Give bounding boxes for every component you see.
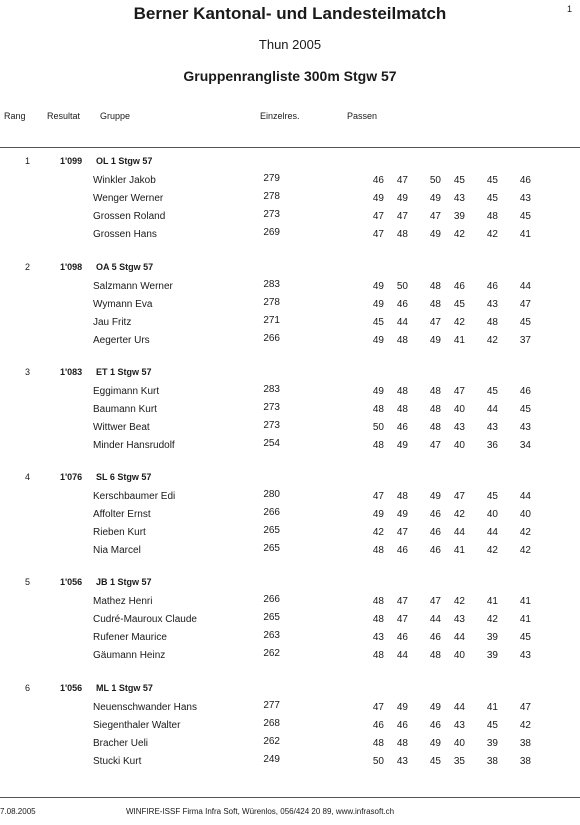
passe-score: 42: [519, 720, 531, 731]
passe-score: 45: [372, 317, 384, 328]
passe-score: 47: [396, 175, 408, 186]
passe-score: 43: [396, 756, 408, 767]
passe-score: 44: [396, 650, 408, 661]
passe-score: 41: [486, 702, 498, 713]
passe-score: 47: [453, 386, 465, 397]
passe-score: 41: [453, 545, 465, 556]
shooter-total: 266: [263, 594, 280, 605]
passe-score: 43: [453, 422, 465, 433]
shooter-name: Kerschbaumer Edi: [93, 491, 176, 502]
passe-score: 48: [396, 386, 408, 397]
passe-score: 47: [429, 440, 441, 451]
shooter-total: 277: [263, 700, 280, 711]
passe-score: 41: [453, 335, 465, 346]
passe-score: 45: [519, 632, 531, 643]
passe-score: 48: [429, 404, 441, 415]
group-result: 1'083: [60, 367, 83, 377]
shooter-total: 269: [263, 227, 280, 238]
passe-score: 42: [372, 527, 384, 538]
column-header-rang: Rang: [4, 111, 26, 121]
passe-score: 42: [486, 335, 498, 346]
passe-score: 40: [453, 440, 465, 451]
footer-date: 7.08.2005: [0, 807, 36, 816]
passe-score: 35: [453, 756, 465, 767]
shooter-name: Affolter Ernst: [93, 509, 151, 520]
shooter-total: 254: [263, 438, 280, 449]
passe-score: 49: [429, 193, 441, 204]
passe-score: 47: [429, 596, 441, 607]
shooter-total: 266: [263, 507, 280, 518]
passe-score: 42: [486, 229, 498, 240]
document-subtitle: Thun 2005: [258, 37, 322, 52]
passe-score: 49: [396, 193, 408, 204]
passe-score: 34: [519, 440, 531, 451]
passe-score: 49: [372, 509, 384, 520]
shooter-name: Jau Fritz: [93, 317, 132, 328]
passe-score: 45: [453, 175, 465, 186]
passe-score: 48: [429, 281, 441, 292]
passe-score: 46: [396, 422, 408, 433]
passe-score: 49: [372, 335, 384, 346]
shooter-total: 273: [263, 402, 280, 413]
passe-score: 46: [372, 175, 384, 186]
passe-score: 47: [372, 211, 384, 222]
passe-score: 48: [486, 317, 498, 328]
shooter-name: Rieben Kurt: [93, 527, 146, 538]
shooter-total: 249: [263, 754, 280, 765]
passe-score: 45: [486, 720, 498, 731]
shooter-name: Mathez Henri: [93, 596, 153, 607]
passe-score: 46: [519, 386, 531, 397]
passe-score: 44: [429, 614, 441, 625]
shooter-total: 262: [263, 736, 280, 747]
passe-score: 40: [453, 738, 465, 749]
group-result: 1'076: [60, 472, 83, 482]
passe-score: 41: [519, 614, 531, 625]
passe-score: 45: [519, 317, 531, 328]
column-header-passen: Passen: [347, 111, 378, 121]
group-name: OL 1 Stgw 57: [96, 156, 153, 166]
shooter-total: 283: [263, 279, 280, 290]
passe-score: 49: [396, 509, 408, 520]
group-name: ET 1 Stgw 57: [96, 367, 152, 377]
passe-score: 39: [453, 211, 465, 222]
shooter-total: 262: [263, 648, 280, 659]
column-header-resultat: Resultat: [47, 111, 81, 121]
passe-score: 44: [486, 404, 498, 415]
group-name: JB 1 Stgw 57: [96, 577, 152, 587]
shooter-total: 273: [263, 209, 280, 220]
passe-score: 43: [372, 632, 384, 643]
passe-score: 48: [372, 545, 384, 556]
passe-score: 45: [453, 299, 465, 310]
passe-score: 48: [372, 404, 384, 415]
shooter-total: 263: [263, 630, 280, 641]
passe-score: 48: [396, 404, 408, 415]
passe-score: 48: [372, 650, 384, 661]
column-header-einzelres: Einzelres.: [260, 111, 300, 121]
passe-score: 48: [372, 596, 384, 607]
passe-score: 48: [372, 440, 384, 451]
shooter-name: Nia Marcel: [93, 545, 141, 556]
shooter-name: Baumann Kurt: [93, 404, 157, 415]
shooter-name: Winkler Jakob: [93, 175, 156, 186]
group-rank: 5: [25, 577, 31, 587]
passe-score: 40: [453, 404, 465, 415]
passe-score: 45: [486, 491, 498, 502]
shooter-total: 283: [263, 384, 280, 395]
shooter-total: 278: [263, 297, 280, 308]
list-heading: Gruppenrangliste 300m Stgw 57: [183, 68, 397, 84]
passe-score: 47: [396, 211, 408, 222]
group-result: 1'098: [60, 262, 83, 272]
passe-score: 49: [429, 738, 441, 749]
passe-score: 46: [396, 632, 408, 643]
shooter-name: Aegerter Urs: [93, 335, 150, 346]
passe-score: 45: [519, 404, 531, 415]
passe-score: 38: [519, 756, 531, 767]
page-number: 1: [566, 4, 572, 14]
shooter-name: Wymann Eva: [93, 299, 153, 310]
passe-score: 47: [519, 299, 531, 310]
passe-score: 46: [396, 720, 408, 731]
group-rank: 1: [25, 156, 31, 166]
shooter-total: 265: [263, 612, 280, 623]
passe-score: 44: [453, 527, 465, 538]
passe-score: 43: [519, 422, 531, 433]
passe-score: 45: [429, 756, 441, 767]
passe-score: 47: [429, 317, 441, 328]
passe-score: 49: [429, 229, 441, 240]
passe-score: 43: [519, 193, 531, 204]
group-name: OA 5 Stgw 57: [96, 262, 154, 272]
shooter-total: 271: [263, 315, 280, 326]
passe-score: 47: [372, 491, 384, 502]
column-header-gruppe: Gruppe: [100, 111, 131, 121]
passe-score: 47: [372, 229, 384, 240]
passe-score: 43: [453, 720, 465, 731]
group-name: ML 1 Stgw 57: [96, 683, 153, 693]
passe-score: 48: [396, 335, 408, 346]
shooter-name: Wenger Werner: [93, 193, 164, 204]
passe-score: 49: [396, 702, 408, 713]
group-result: 1'099: [60, 156, 83, 166]
group-rank: 2: [25, 262, 31, 272]
passe-score: 49: [372, 281, 384, 292]
passe-score: 47: [396, 614, 408, 625]
passe-score: 41: [519, 229, 531, 240]
passe-score: 36: [486, 440, 498, 451]
passe-score: 46: [453, 281, 465, 292]
passe-score: 42: [453, 509, 465, 520]
document-title: Berner Kantonal- und Landesteilmatch: [133, 4, 447, 23]
passe-score: 48: [372, 738, 384, 749]
passe-score: 43: [453, 193, 465, 204]
passe-score: 48: [396, 229, 408, 240]
passe-score: 49: [372, 299, 384, 310]
passe-score: 50: [372, 756, 384, 767]
group-rank: 3: [25, 367, 31, 377]
passe-score: 42: [519, 545, 531, 556]
shooter-total: 268: [263, 718, 280, 729]
passe-score: 43: [486, 422, 498, 433]
passe-score: 49: [429, 335, 441, 346]
shooter-name: Cudré-Mauroux Claude: [93, 614, 197, 625]
passe-score: 48: [396, 491, 408, 502]
shooter-name: Grossen Roland: [93, 211, 166, 222]
passe-score: 46: [429, 632, 441, 643]
passe-score: 40: [453, 650, 465, 661]
passe-score: 44: [519, 281, 531, 292]
shooter-name: Grossen Hans: [93, 229, 157, 240]
passe-score: 46: [429, 545, 441, 556]
passe-score: 46: [396, 545, 408, 556]
passe-score: 48: [372, 614, 384, 625]
shooter-total: 280: [263, 489, 280, 500]
passe-score: 48: [396, 738, 408, 749]
passe-score: 47: [372, 702, 384, 713]
passe-score: 48: [429, 299, 441, 310]
passe-score: 46: [429, 527, 441, 538]
passe-score: 40: [486, 509, 498, 520]
shooter-name: Neuenschwander Hans: [93, 702, 197, 713]
passe-score: 45: [486, 193, 498, 204]
shooter-total: 279: [263, 173, 280, 184]
shooter-name: Wittwer Beat: [93, 422, 150, 433]
passe-score: 47: [429, 211, 441, 222]
passe-score: 46: [396, 299, 408, 310]
shooter-total: 266: [263, 333, 280, 344]
group-name: SL 6 Stgw 57: [96, 472, 152, 482]
passe-score: 44: [453, 632, 465, 643]
passe-score: 46: [429, 720, 441, 731]
passe-score: 45: [486, 175, 498, 186]
passe-score: 41: [486, 596, 498, 607]
passe-score: 38: [519, 738, 531, 749]
shooter-name: Salzmann Werner: [93, 281, 173, 292]
passe-score: 39: [486, 632, 498, 643]
passe-score: 42: [453, 596, 465, 607]
passe-score: 45: [519, 211, 531, 222]
shooter-name: Siegenthaler Walter: [93, 720, 181, 731]
passe-score: 42: [519, 527, 531, 538]
passe-score: 42: [486, 614, 498, 625]
passe-score: 46: [429, 509, 441, 520]
footer-rule: [0, 797, 580, 798]
shooter-name: Eggimann Kurt: [93, 386, 160, 397]
passe-score: 43: [486, 299, 498, 310]
passe-score: 44: [486, 527, 498, 538]
passe-score: 49: [396, 440, 408, 451]
group-result: 1'056: [60, 683, 83, 693]
passe-score: 48: [429, 386, 441, 397]
passe-score: 49: [372, 193, 384, 204]
passe-score: 43: [453, 614, 465, 625]
passe-score: 42: [453, 317, 465, 328]
passe-score: 48: [429, 650, 441, 661]
passe-score: 37: [519, 335, 531, 346]
shooter-total: 265: [263, 543, 280, 554]
header-rule: [0, 147, 580, 148]
passe-score: 46: [486, 281, 498, 292]
passe-score: 50: [396, 281, 408, 292]
group-rank: 6: [25, 683, 31, 693]
passe-score: 39: [486, 650, 498, 661]
passe-score: 44: [453, 702, 465, 713]
passe-score: 39: [486, 738, 498, 749]
passe-score: 41: [519, 596, 531, 607]
group-result: 1'056: [60, 577, 83, 587]
passe-score: 47: [453, 491, 465, 502]
shooter-name: Rufener Maurice: [93, 632, 167, 643]
passe-score: 46: [372, 720, 384, 731]
passe-score: 49: [429, 702, 441, 713]
passe-score: 42: [453, 229, 465, 240]
passe-score: 47: [396, 527, 408, 538]
passe-score: 40: [519, 509, 531, 520]
passe-score: 50: [372, 422, 384, 433]
passe-score: 38: [486, 756, 498, 767]
passe-score: 42: [486, 545, 498, 556]
group-rank: 4: [25, 472, 31, 482]
passe-score: 44: [396, 317, 408, 328]
shooter-name: Stucki Kurt: [93, 756, 142, 767]
passe-score: 47: [396, 596, 408, 607]
shooter-name: Minder Hansrudolf: [93, 440, 175, 451]
passe-score: 46: [519, 175, 531, 186]
shooter-name: Gäumann Heinz: [93, 650, 166, 661]
passe-score: 49: [372, 386, 384, 397]
shooter-total: 278: [263, 191, 280, 202]
footer-credit: WINFIRE-ISSF Firma Infra Soft, Würenlos, 056/424 20 89, www.infrasoft.ch: [126, 807, 395, 816]
passe-score: 48: [429, 422, 441, 433]
passe-score: 45: [486, 386, 498, 397]
passe-score: 48: [486, 211, 498, 222]
passe-score: 43: [519, 650, 531, 661]
passe-score: 44: [519, 491, 531, 502]
shooter-total: 265: [263, 525, 280, 536]
shooter-name: Bracher Ueli: [93, 738, 149, 749]
shooter-total: 273: [263, 420, 280, 431]
passe-score: 50: [429, 175, 441, 186]
passe-score: 49: [429, 491, 441, 502]
passe-score: 47: [519, 702, 531, 713]
